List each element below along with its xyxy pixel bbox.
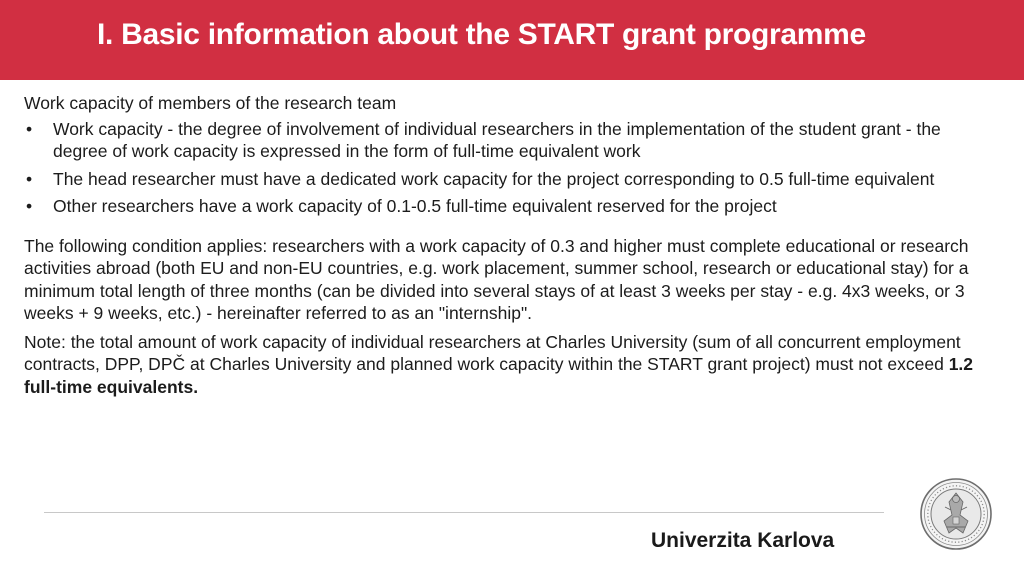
condition-paragraph: The following condition applies: researchers with a work capacity of 0.3 and higher must complete educational or research activities abroad (both EU and non-EU countries, e.g. work placement, summer school, research or educational stay) for a minimum total length of three months (can be divided into several stays of at least 3 weeks per stay - e.g. 4x3 weeks, or 3 weeks + 9 weeks, etc.) - hereinafter referred to as an "internship".	[24, 235, 969, 323]
bullet-item	[24, 195, 974, 218]
university-name: Univerzita Karlova	[651, 529, 835, 552]
slide-content	[24, 92, 974, 398]
bullet-text: Other researchers have a work capacity of 0.1-0.5 full-time equivalent reserved for the project	[53, 196, 777, 216]
bullet-text: Work capacity - the degree of involvement of individual researchers in the implementation of the student grant - the degree of work capacity is expressed in the form of full-time equivalent work	[53, 118, 941, 161]
university-seal-icon	[919, 477, 993, 551]
slide-title: I. Basic information about the START grant programme	[97, 18, 866, 51]
bullet-list	[24, 118, 974, 218]
bullet-symbol: •	[26, 118, 33, 139]
bullet-symbol: •	[26, 168, 33, 189]
note-paragraph	[24, 331, 974, 399]
bullet-item	[24, 118, 974, 163]
bullet-text: The head researcher must have a dedicated work capacity for the project corresponding to 0.5 full-time equivalent	[53, 168, 935, 189]
title-bar	[0, 0, 1024, 80]
bullet-symbol: •	[26, 196, 33, 216]
footer-divider	[44, 512, 884, 513]
bullet-item	[24, 168, 974, 191]
note-text: Note: the total amount of work capacity of individual researchers at Charles University (sum of all concurrent employment contracts, DPP, DPČ at Charles University and planned work capacity within the START grant project) must not exceed	[24, 331, 961, 374]
section-intro: Work capacity of members of the research team	[24, 93, 397, 113]
note-emphasis: 1.2 full-time equivalents.	[24, 354, 974, 397]
